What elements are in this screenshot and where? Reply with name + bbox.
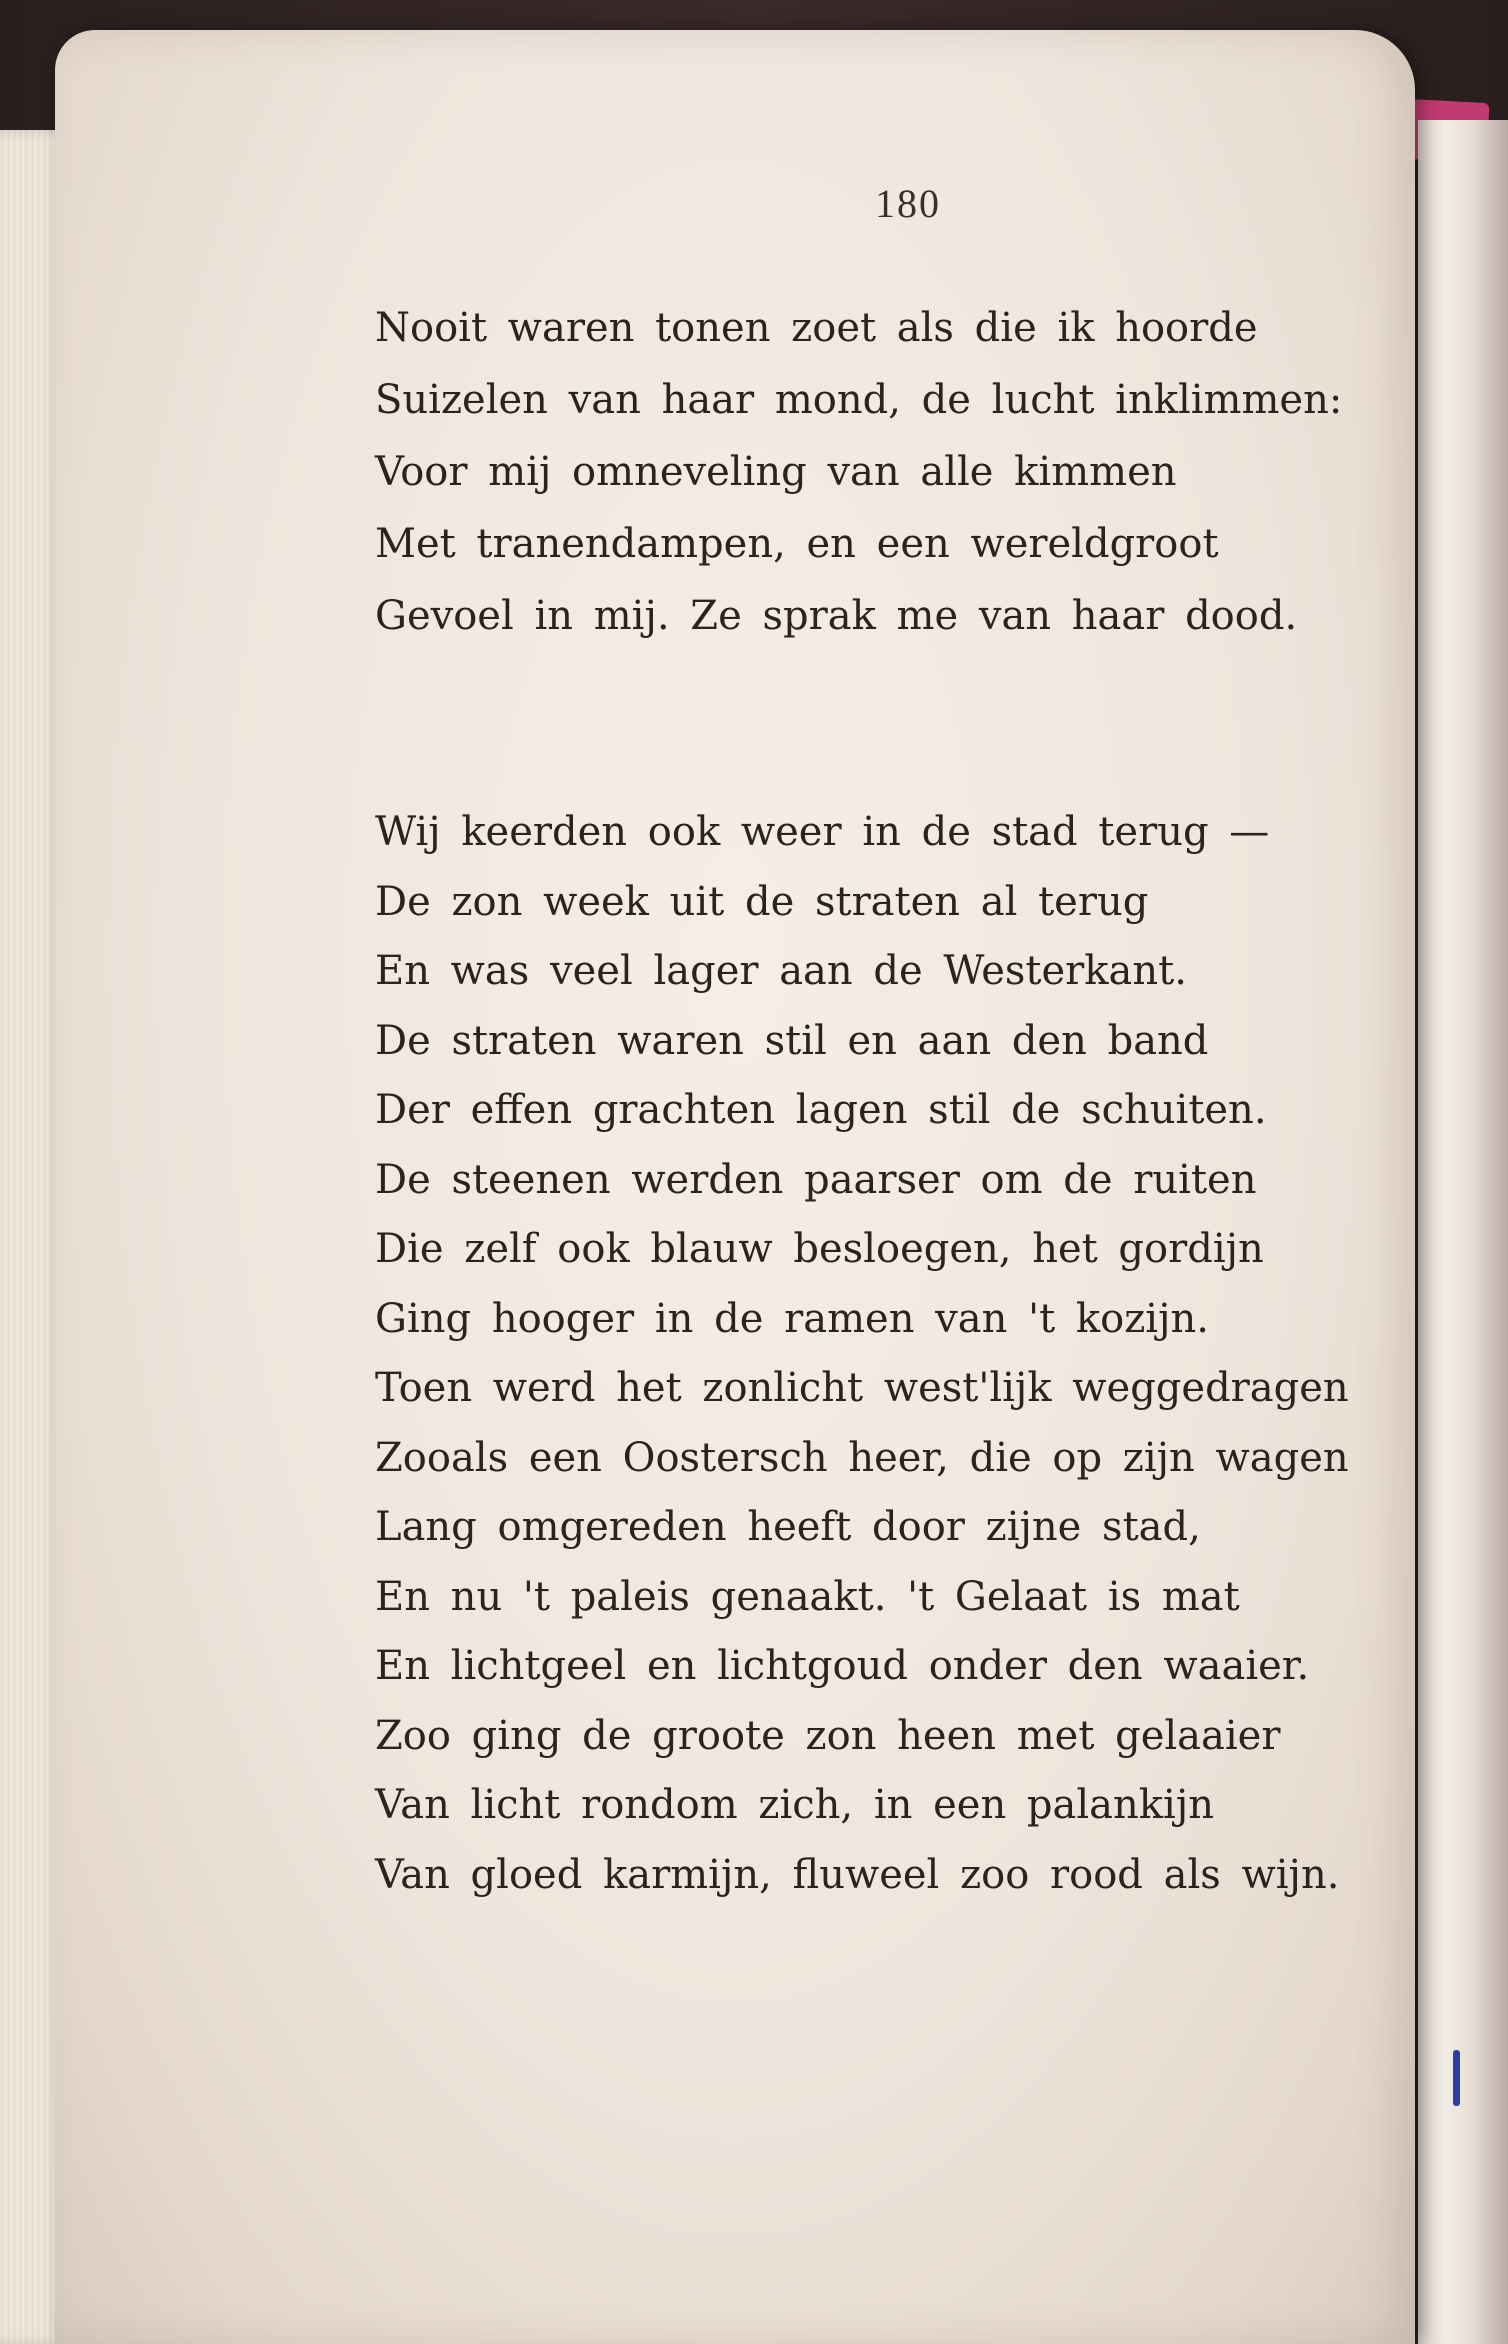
poem-line: Toen werd het zonlicht west'lijk weggedragen (375, 1365, 1349, 1411)
poem-line: Zoo ging de groote zon heen met gelaaier (375, 1712, 1281, 1759)
poem-line: Van gloed karmijn, fluweel zoo rood als wijn. (375, 1851, 1340, 1898)
stanza-2 (375, 798, 1355, 1910)
poem-line: Lang omgereden heeft door zijne stad, (375, 1504, 1201, 1550)
poem-line: De steenen werden paarser om de ruiten (375, 1156, 1257, 1203)
poem-line: En nu 't paleis genaakt. 't Gelaat is mat (375, 1573, 1240, 1620)
poem-line: Met tranendampen, en een wereldgroot (375, 521, 1219, 567)
poem-line: Zooals een Oostersch heer, die op zijn wagen (375, 1434, 1349, 1481)
blue-ink-mark (1453, 2050, 1460, 2106)
poem-line: Van licht rondom zich, in een palankijn (375, 1782, 1214, 1828)
poem-line: De straten waren stil en aan den band (375, 1017, 1209, 1064)
poem-line: Der effen grachten lagen stil de schuiten. (375, 1087, 1267, 1133)
poem-line: En lichtgeel en lichtgoud onder den waaier. (375, 1643, 1310, 1689)
stanza-1 (375, 292, 1355, 652)
poem-line: En was veel lager aan de Westerkant. (375, 948, 1187, 994)
poem-line: Nooit waren tonen zoet als die ik hoorde (375, 305, 1258, 351)
poem-line: De zon week uit de straten al terug (375, 878, 1149, 925)
poem-line: Gevoel in mij. Ze sprak me van haar dood. (375, 593, 1298, 639)
poem-line: Ging hooger in de ramen van 't kozijn. (375, 1295, 1209, 1342)
facing-page-edge (1418, 120, 1508, 2344)
poem-line: Die zelf ook blauw besloegen, het gordijn (375, 1226, 1264, 1272)
page-number: 180 (875, 181, 941, 226)
book-page (55, 30, 1415, 2344)
poem-line: Suizelen van haar mond, de lucht inklimmen: (375, 377, 1343, 423)
poem-line: Voor mij omneveling van alle kimmen (375, 449, 1177, 495)
poem-line: Wij keerden ook weer in de stad terug — (375, 809, 1270, 855)
